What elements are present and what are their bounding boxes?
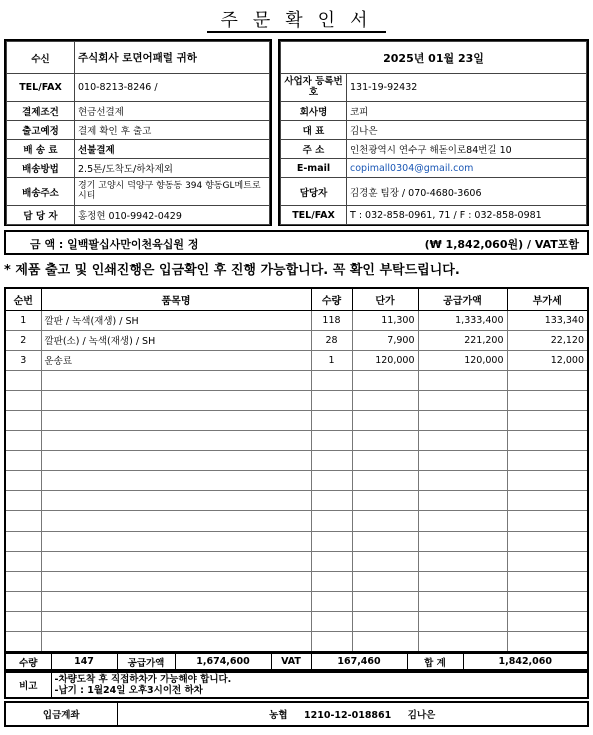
summary-supply-value: 1,674,600 (175, 653, 271, 670)
summary-supply-label: 공급가액 (117, 653, 175, 670)
table-row (5, 330, 588, 350)
empty-cell (418, 632, 507, 652)
empty-cell (507, 632, 588, 652)
row-price: 7,900 (352, 330, 418, 350)
empty-row (5, 531, 588, 551)
items-table (4, 287, 589, 653)
empty-cell (311, 491, 352, 511)
empty-cell (5, 511, 41, 531)
email-link[interactable]: copimall0304@gmail.com (347, 159, 587, 178)
empty-cell (507, 390, 588, 410)
empty-cell (352, 410, 418, 430)
empty-cell (507, 531, 588, 551)
payment-value: 현금선결제 (75, 102, 270, 121)
empty-row (5, 511, 588, 531)
empty-cell (5, 632, 41, 652)
header-price: 단가 (352, 288, 418, 310)
empty-cell (5, 611, 41, 631)
empty-cell (5, 471, 41, 491)
summary-total-value: 1,842,060 (463, 653, 588, 670)
empty-cell (5, 410, 41, 430)
empty-cell (352, 431, 418, 451)
row-no: 1 (5, 310, 41, 330)
header-qty: 수량 (311, 288, 352, 310)
empty-cell (418, 471, 507, 491)
empty-cell (41, 370, 311, 390)
supplier-telfax-label: TEL/FAX (281, 206, 347, 225)
empty-cell (507, 551, 588, 571)
empty-cell (41, 571, 311, 591)
items-header-row (5, 288, 588, 310)
empty-cell (418, 571, 507, 591)
empty-cell (352, 370, 418, 390)
empty-cell (5, 571, 41, 591)
empty-row (5, 632, 588, 652)
supplier-manager-value: 김경훈 팀장 / 070-4680-3606 (347, 178, 587, 206)
shipfee-label: 배 송 료 (7, 140, 75, 159)
empty-cell (352, 451, 418, 471)
empty-cell (311, 370, 352, 390)
recipient-value: 주식회사 로뎐어패럴 귀하 (75, 42, 270, 74)
row-vat: 133,340 (507, 310, 588, 330)
row-qty: 118 (311, 310, 352, 330)
customer-info-box (4, 39, 272, 226)
amount-bar (4, 230, 589, 255)
empty-cell (5, 551, 41, 571)
empty-cell (41, 591, 311, 611)
empty-cell (41, 632, 311, 652)
empty-cell (311, 551, 352, 571)
row-vat: 12,000 (507, 350, 588, 370)
empty-cell (41, 511, 311, 531)
method-value: 2.5톤/도착도/하차제외 (75, 159, 270, 178)
empty-cell (41, 431, 311, 451)
row-price: 11,300 (352, 310, 418, 330)
company-label: 회사명 (281, 102, 347, 121)
manager-value: 홍정현 010-9942-0429 (75, 206, 270, 225)
empty-cell (507, 611, 588, 631)
row-supply: 1,333,400 (418, 310, 507, 330)
empty-cell (5, 451, 41, 471)
empty-cell (352, 491, 418, 511)
row-item: 깔판(소) / 녹색(재생) / SH (41, 330, 311, 350)
empty-cell (352, 591, 418, 611)
empty-cell (5, 370, 41, 390)
row-price: 120,000 (352, 350, 418, 370)
empty-cell (418, 370, 507, 390)
note-section (4, 671, 589, 699)
empty-row (5, 611, 588, 631)
table-row (5, 310, 588, 330)
empty-cell (352, 390, 418, 410)
note-label: 비고 (5, 672, 51, 698)
bizno-label: 사업자 등록번호 (281, 74, 347, 102)
email-label: E-mail (281, 159, 347, 178)
note-line-2: -납기 : 1월24일 오후3시이전 하차 (54, 685, 203, 696)
row-no: 2 (5, 330, 41, 350)
empty-cell (507, 571, 588, 591)
empty-cell (311, 431, 352, 451)
empty-cell (5, 431, 41, 451)
empty-cell (41, 410, 311, 430)
empty-cell (507, 491, 588, 511)
empty-row (5, 571, 588, 591)
order-date: 2025년 01월 23일 (281, 42, 587, 74)
empty-cell (311, 571, 352, 591)
empty-cell (418, 410, 507, 430)
release-label: 출고예정 (7, 121, 75, 140)
bizno-value: 131-19-92432 (347, 74, 587, 102)
empty-cell (418, 491, 507, 511)
summary-total-label: 합 계 (407, 653, 463, 670)
empty-row (5, 491, 588, 511)
empty-cell (507, 370, 588, 390)
ceo-label: 대 표 (281, 121, 347, 140)
empty-cell (507, 591, 588, 611)
ceo-value: 김나은 (347, 121, 587, 140)
notice-text: * 제품 출고 및 인쇄진행은 입금확인 후 진행 가능합니다. 꼭 확인 부탁드립니다. (4, 263, 460, 278)
empty-cell (41, 551, 311, 571)
empty-row (5, 591, 588, 611)
note-line-1: -차량도착 후 직접하차가 가능해야 합니다. (54, 673, 232, 685)
empty-row (5, 390, 588, 410)
empty-cell (5, 531, 41, 551)
empty-cell (311, 471, 352, 491)
empty-row (5, 370, 588, 390)
empty-cell (418, 591, 507, 611)
amount-figure: (₩ 1,842,060원) / VAT포함 (424, 238, 579, 251)
empty-row (5, 410, 588, 430)
summary-row (4, 652, 589, 671)
row-qty: 1 (311, 350, 352, 370)
header-item: 품목명 (41, 288, 311, 310)
bank-section (4, 701, 589, 727)
empty-cell (352, 531, 418, 551)
empty-cell (41, 451, 311, 471)
empty-cell (418, 451, 507, 471)
supplier-manager-label: 담당자 (281, 178, 347, 206)
summary-vat-value: 167,460 (311, 653, 407, 670)
empty-cell (352, 551, 418, 571)
empty-cell (418, 390, 507, 410)
empty-cell (352, 632, 418, 652)
empty-cell (507, 511, 588, 531)
bank-account: 농협 1210-12-018861 김나은 (117, 702, 588, 726)
empty-cell (41, 611, 311, 631)
empty-cell (41, 531, 311, 551)
empty-cell (418, 531, 507, 551)
row-supply: 120,000 (418, 350, 507, 370)
release-value: 결제 확인 후 출고 (75, 121, 270, 140)
empty-cell (41, 390, 311, 410)
empty-row (5, 451, 588, 471)
header-vat: 부가세 (507, 288, 588, 310)
empty-cell (311, 451, 352, 471)
amount-text: 금 액 : 일백팔십사만이천육십원 정 (30, 238, 199, 251)
empty-cell (507, 431, 588, 451)
row-item: 운송료 (41, 350, 311, 370)
empty-cell (311, 531, 352, 551)
empty-row (5, 431, 588, 451)
empty-cell (418, 611, 507, 631)
empty-cell (41, 491, 311, 511)
empty-cell (418, 551, 507, 571)
empty-cell (352, 611, 418, 631)
empty-cell (5, 390, 41, 410)
row-vat: 22,120 (507, 330, 588, 350)
empty-cell (418, 431, 507, 451)
empty-cell (311, 390, 352, 410)
empty-cell (311, 611, 352, 631)
summary-qty-value: 147 (51, 653, 117, 670)
telfax-label: TEL/FAX (7, 74, 75, 102)
row-qty: 28 (311, 330, 352, 350)
payment-label: 결제조건 (7, 102, 75, 121)
empty-cell (5, 591, 41, 611)
method-label: 배송방법 (7, 159, 75, 178)
table-row (5, 350, 588, 370)
supplier-address-label: 주 소 (281, 140, 347, 159)
bank-label: 입금계좌 (5, 702, 117, 726)
supplier-address-value: 인천광역시 연수구 해돋이로84번길 10 (347, 140, 587, 159)
empty-cell (352, 571, 418, 591)
empty-cell (311, 591, 352, 611)
summary-vat-label: VAT (271, 653, 311, 670)
address-label: 배송주소 (7, 178, 75, 206)
empty-cell (507, 471, 588, 491)
recipient-label: 수신 (7, 42, 75, 74)
empty-cell (507, 451, 588, 471)
shipfee-value: 선불결제 (75, 140, 270, 159)
telfax-value: 010-8213-8246 / (75, 74, 270, 102)
row-item: 깔판 / 녹색(재생) / SH (41, 310, 311, 330)
supplier-info-box (278, 39, 589, 226)
row-supply: 221,200 (418, 330, 507, 350)
empty-cell (41, 471, 311, 491)
empty-cell (352, 511, 418, 531)
empty-cell (507, 410, 588, 430)
empty-cell (311, 410, 352, 430)
company-value: 코피 (347, 102, 587, 121)
summary-qty-label: 수량 (5, 653, 51, 670)
document-title: 주문확인서 (0, 6, 593, 32)
empty-row (5, 551, 588, 571)
row-no: 3 (5, 350, 41, 370)
header-supply: 공급가액 (418, 288, 507, 310)
manager-label: 담 당 자 (7, 206, 75, 225)
supplier-telfax-value: T : 032-858-0961, 71 / F : 032-858-0981 (347, 206, 587, 225)
empty-cell (352, 471, 418, 491)
empty-cell (311, 632, 352, 652)
empty-cell (5, 491, 41, 511)
header-no: 순번 (5, 288, 41, 310)
address-value: 경기 고양시 덕양구 향동동 394 향동GL메트로시티 (75, 178, 270, 206)
empty-cell (418, 511, 507, 531)
empty-row (5, 471, 588, 491)
empty-cell (311, 511, 352, 531)
